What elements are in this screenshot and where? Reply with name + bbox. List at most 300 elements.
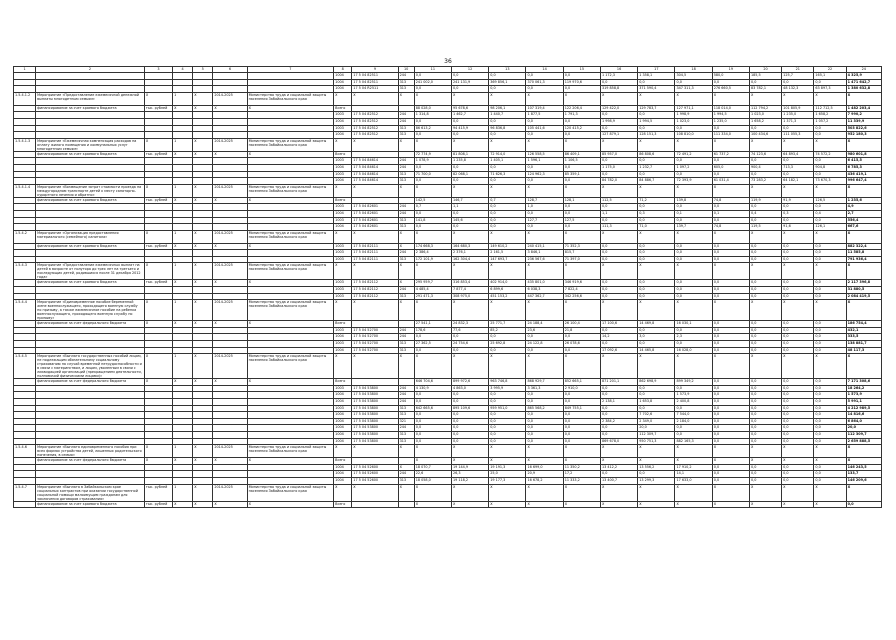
table-cell: 1004 — [334, 210, 352, 217]
table-cell: 0,0 — [600, 412, 637, 419]
table-cell — [173, 256, 193, 263]
table-cell: Х — [526, 354, 563, 379]
table-cell — [213, 418, 247, 425]
table-cell — [173, 164, 193, 171]
table-cell: Х — [173, 243, 193, 250]
table-cell — [193, 132, 213, 139]
table-cell: Х — [247, 379, 334, 386]
table-cell: 85 359,1 — [563, 171, 600, 178]
table-cell: 1003 — [334, 287, 352, 294]
table-cell — [14, 425, 36, 432]
table-cell: 1 235,6 — [846, 197, 881, 204]
table-cell — [173, 438, 193, 445]
table-cell — [144, 164, 172, 171]
table-cell: 86 409,1 — [563, 151, 600, 158]
table-cell: 91,9 — [782, 197, 814, 204]
table-cell: Х — [563, 501, 600, 508]
table-row — [14, 438, 882, 445]
table-cell: Х — [334, 184, 352, 197]
table-cell: 1004 — [334, 79, 352, 86]
table-cell: 1 — [173, 300, 193, 321]
table-cell: Х — [144, 445, 172, 458]
table-cell: тыс. рублей — [144, 243, 172, 250]
program-financing-table — [13, 66, 882, 508]
table-row — [14, 431, 882, 438]
table-cell: Х — [782, 92, 814, 105]
table-cell: 26 078,6 — [563, 341, 600, 348]
table-cell — [213, 204, 247, 211]
table-cell: 1.5.4.2 — [14, 230, 36, 243]
table-cell: Х — [638, 484, 675, 501]
table-cell — [36, 287, 145, 294]
table-cell: Х — [600, 445, 637, 458]
table-cell: 0,0 — [600, 341, 637, 348]
table-cell — [173, 210, 193, 217]
table-cell: 17 5 04 82111 — [352, 243, 398, 250]
table-cell: 313 — [398, 412, 414, 419]
table-cell: Х — [638, 263, 675, 280]
column-number-cell: 8 — [334, 67, 352, 73]
table-row — [14, 263, 882, 280]
table-cell — [36, 392, 145, 399]
table-cell: 556,4 — [846, 217, 881, 224]
table-cell: Х — [749, 501, 781, 508]
table-cell: 0,0 — [712, 425, 749, 432]
column-number-cell: 22 — [814, 67, 846, 73]
table-cell: 17 5 04 82601 — [352, 217, 398, 224]
table-cell: 1 462,7 — [451, 112, 488, 119]
table-cell: 2014-2025 — [213, 230, 247, 243]
table-cell — [36, 250, 145, 257]
table-cell: 112 794,2 — [749, 105, 781, 112]
table-cell: 0,0 — [814, 256, 846, 263]
table-cell — [144, 287, 172, 294]
table-cell: 0,0 — [814, 425, 846, 432]
table-cell: Министерство труда и социальной защиты населения Забайкальского края — [247, 138, 334, 151]
table-cell: 2 138,1 — [600, 399, 637, 406]
table-cell: 0,0 — [814, 385, 846, 392]
table-cell — [193, 431, 213, 438]
table-cell — [144, 438, 172, 445]
table-cell: 0,0 — [489, 86, 526, 93]
table-row — [14, 112, 882, 119]
table-cell: Х — [173, 321, 193, 328]
table-cell: 959 951,0 — [489, 405, 526, 412]
table-cell: 1 440,7 — [489, 112, 526, 119]
table-cell: 0,0 — [814, 418, 846, 425]
table-cell: Х — [173, 197, 193, 204]
table-cell: Министерство труда и социальной защиты населения Забайкальского края — [247, 445, 334, 458]
table-cell: 0,0 — [712, 293, 749, 300]
table-cell: Х — [846, 445, 881, 458]
table-cell — [247, 347, 334, 354]
table-cell: Х — [712, 354, 749, 379]
table-cell: 313 — [398, 125, 414, 132]
table-cell: 0,0 — [526, 164, 563, 171]
table-cell: Х — [193, 458, 213, 465]
table-cell — [173, 399, 193, 406]
table-cell — [14, 79, 36, 86]
table-cell: 313 — [398, 256, 414, 263]
table-cell: 6 038,3 — [526, 287, 563, 294]
table-cell — [193, 125, 213, 132]
table-cell: 0,0 — [526, 418, 563, 425]
table-cell: Х — [398, 280, 414, 287]
table-cell: 713,3 — [782, 164, 814, 171]
column-number-cell: 13 — [489, 67, 526, 73]
table-cell: 0,0 — [749, 327, 781, 334]
table-cell: 17 5 04 82511 — [352, 73, 398, 80]
table-cell — [173, 327, 193, 334]
table-cell: Х — [814, 458, 846, 465]
table-cell: 1.5.4.1.2 — [14, 92, 36, 105]
table-cell: Х — [712, 263, 749, 280]
table-cell: 241 131,9 — [451, 79, 488, 86]
table-cell — [14, 399, 36, 406]
table-cell: 369 856,1 — [489, 79, 526, 86]
table-cell: 126,1 — [814, 224, 846, 231]
table-cell: 0,0 — [451, 86, 488, 93]
table-cell: 244 — [398, 164, 414, 171]
table-cell: 88 028,0 — [414, 105, 451, 112]
table-cell: Х — [173, 151, 193, 158]
table-cell: 2 659 888,5 — [846, 438, 881, 445]
table-cell: 6 864,0 — [846, 418, 881, 425]
table-cell — [247, 210, 334, 217]
table-cell: 16 699,0 — [526, 464, 563, 471]
table-cell: Х — [712, 300, 749, 321]
table-cell: 142,5 — [414, 197, 451, 204]
table-cell: 0,0 — [749, 347, 781, 354]
table-cell: 25,0 — [489, 471, 526, 478]
table-cell: Министерство труда и социальной защиты населения Забайкальского края — [247, 92, 334, 105]
table-cell: 868 929,7 — [526, 379, 563, 386]
table-cell: 16 030,1 — [675, 321, 712, 328]
table-cell — [213, 86, 247, 93]
table-cell: 1003 — [334, 250, 352, 257]
table-cell — [144, 412, 172, 419]
table-cell — [14, 501, 36, 508]
table-row — [14, 210, 882, 217]
table-cell: 17 5 04 52700 — [352, 341, 398, 348]
table-cell: 1 — [173, 354, 193, 379]
table-cell: Х — [193, 151, 213, 158]
table-cell: Х — [526, 138, 563, 151]
table-cell: 0,0 — [814, 293, 846, 300]
table-cell: Х — [398, 445, 414, 458]
table-cell: 276 660,5 — [712, 86, 749, 93]
table-cell: Х — [526, 445, 563, 458]
table-cell: Х — [144, 184, 172, 197]
table-cell — [36, 399, 145, 406]
table-cell: Х — [334, 230, 352, 243]
table-cell: Х — [451, 501, 488, 508]
table-cell: 0,0 — [782, 217, 814, 224]
table-cell: 2014-2025 — [213, 445, 247, 458]
table-cell: тыс. рублей — [144, 197, 172, 204]
table-cell — [193, 425, 213, 432]
table-cell: Х — [600, 501, 637, 508]
table-cell: 0,0 — [526, 425, 563, 432]
table-cell: Х — [675, 300, 712, 321]
table-cell: Х — [451, 263, 488, 280]
table-cell: 20,9 — [526, 471, 563, 478]
table-cell: 0,0 — [782, 412, 814, 419]
table-cell — [14, 151, 36, 158]
table-cell: 0,0 — [600, 79, 637, 86]
table-cell: 0,0 — [600, 204, 637, 211]
table-cell — [173, 412, 193, 419]
table-row — [14, 300, 882, 321]
table-cell: Х — [526, 458, 563, 465]
table-cell — [144, 125, 172, 132]
table-cell: 0,0 — [600, 327, 637, 334]
table-cell: 304,5 — [675, 73, 712, 80]
table-cell: 316 853,4 — [451, 280, 488, 287]
table-cell — [144, 341, 172, 348]
table-cell: 313 — [398, 347, 414, 354]
table-cell: Х — [247, 151, 334, 158]
table-cell: 244 — [398, 327, 414, 334]
table-cell: 0,0 — [782, 477, 814, 484]
table-cell: 1,1 — [600, 210, 637, 217]
table-row — [14, 171, 882, 178]
table-cell: 1 405,1 — [489, 158, 526, 165]
table-cell: 0,0 — [489, 224, 526, 231]
table-cell — [193, 385, 213, 392]
table-cell: 0,0 — [712, 392, 749, 399]
table-cell — [14, 112, 36, 119]
table-cell: 0,0 — [782, 385, 814, 392]
table-cell: 120 415,2 — [563, 125, 600, 132]
table-cell — [247, 178, 334, 185]
table-cell: 0,0 — [675, 287, 712, 294]
table-cell: 0,1 — [712, 210, 749, 217]
table-cell — [213, 334, 247, 341]
table-cell: Х — [352, 263, 398, 280]
table-cell: 14,1 — [675, 471, 712, 478]
table-row — [14, 158, 882, 165]
table-cell: 0,0 — [712, 250, 749, 257]
table-cell: 0,0 — [712, 399, 749, 406]
table-cell: Х — [675, 445, 712, 458]
table-cell: 98 206,1 — [489, 105, 526, 112]
table-cell: Х — [782, 184, 814, 197]
table-cell: 71 397,0 — [563, 256, 600, 263]
table-cell: 3 995,9 — [489, 385, 526, 392]
table-cell: 129 783,7 — [638, 105, 675, 112]
table-cell: Х — [247, 105, 334, 112]
table-cell — [14, 327, 36, 334]
table-cell: 0,0 — [814, 405, 846, 412]
table-cell: Х — [563, 92, 600, 105]
table-cell — [173, 464, 193, 471]
table-cell: 127,7 — [526, 217, 563, 224]
table-row — [14, 445, 882, 458]
table-cell: 0,0 — [712, 321, 749, 328]
table-cell: 871 201,1 — [600, 379, 637, 386]
table-cell: 0,0 — [414, 438, 451, 445]
table-cell: 95 678,6 — [451, 105, 488, 112]
table-cell: 7 171 308,6 — [846, 379, 881, 386]
table-cell — [247, 204, 334, 211]
column-number-cell: 24 — [846, 67, 881, 73]
table-cell: Х — [247, 321, 334, 328]
table-cell: 6 415,5 — [846, 158, 881, 165]
table-cell: 0,0 — [414, 334, 451, 341]
table-cell: 882 165,3 — [675, 438, 712, 445]
table-cell: 17 092,6 — [600, 347, 637, 354]
table-row — [14, 287, 882, 294]
table-cell: 0,0 — [563, 399, 600, 406]
table-cell: 0,0 — [814, 438, 846, 445]
table-cell: 244 — [398, 73, 414, 80]
table-cell: 1 596,1 — [526, 158, 563, 165]
table-cell: 71 700,0 — [414, 171, 451, 178]
table-cell: Х — [675, 484, 712, 501]
table-cell: 119,5 — [749, 224, 781, 231]
table-cell: Х — [675, 138, 712, 151]
table-cell: 94 415,9 — [451, 125, 488, 132]
table-cell: 0,0 — [712, 341, 749, 348]
table-cell — [247, 464, 334, 471]
table-cell — [36, 385, 145, 392]
table-cell — [213, 347, 247, 354]
table-cell: 21,8 — [563, 327, 600, 334]
table-cell: 4,9 — [846, 204, 881, 211]
table-cell — [14, 210, 36, 217]
table-cell: 17 5 04 R2511 — [352, 86, 398, 93]
table-cell: 0,0 — [675, 158, 712, 165]
table-cell: 146 209,6 — [846, 477, 881, 484]
table-cell: 0,0 — [451, 164, 488, 171]
table-cell: 0,0 — [600, 171, 637, 178]
table-cell: 0,0 — [414, 210, 451, 217]
table-cell — [144, 477, 172, 484]
table-cell — [193, 217, 213, 224]
table-cell: Х — [193, 321, 213, 328]
table-cell: Х — [451, 484, 488, 501]
table-cell: 146 243,5 — [846, 464, 881, 471]
table-cell: 172 101,9 — [414, 256, 451, 263]
table-cell — [247, 293, 334, 300]
table-cell: 0,0 — [712, 287, 749, 294]
table-cell: Х — [675, 92, 712, 105]
table-cell: 0,0 — [782, 405, 814, 412]
table-cell: 122 206,4 — [563, 105, 600, 112]
table-cell: Х — [193, 501, 213, 508]
table-cell: 14 465,8 — [638, 347, 675, 354]
table-cell: Х — [846, 263, 881, 280]
table-cell: 0,0 — [782, 471, 814, 478]
table-cell: 0,0 — [782, 171, 814, 178]
table-cell: 313 — [398, 132, 414, 139]
table-cell: 667,6 — [846, 224, 881, 231]
table-cell: Х — [144, 230, 172, 243]
table-cell — [14, 293, 36, 300]
table-cell: 0,0 — [414, 178, 451, 185]
table-cell: 0,0 — [451, 178, 488, 185]
table-cell: 72 393,9 — [675, 178, 712, 185]
table-cell: 1004 — [334, 347, 352, 354]
table-cell: 1003 — [334, 158, 352, 165]
table-cell: 1 — [173, 184, 193, 197]
table-cell: 85,2 — [489, 327, 526, 334]
table-cell — [173, 418, 193, 425]
table-cell: Х — [193, 230, 213, 243]
table-cell: 0,0 — [712, 464, 749, 471]
table-cell: 0,0 — [712, 385, 749, 392]
table-cell: 48 117,3 — [846, 347, 881, 354]
table-cell: Х — [451, 230, 488, 243]
table-cell: Мероприятие «Предоставление ежемесячных выплат на детей в возрасте от полутора до трех лет на третьего и последующих детей, родившихся после 31 декабря 2012 года» — [36, 263, 145, 280]
table-cell: 1 023,0 — [749, 112, 781, 119]
table-row — [14, 118, 882, 125]
table-cell — [14, 158, 36, 165]
table-cell — [36, 425, 145, 432]
table-cell: 0,0 — [675, 79, 712, 86]
table-cell — [173, 171, 193, 178]
table-cell: Х — [144, 300, 172, 321]
table-cell: Х — [414, 458, 451, 465]
table-cell: 0,0 — [712, 158, 749, 165]
table-cell: 4 212 989,5 — [846, 405, 881, 412]
table-cell — [213, 158, 247, 165]
table-cell: 0,0 — [814, 250, 846, 257]
table-cell: 84 886,7 — [638, 178, 675, 185]
table-cell: 17,2 — [563, 471, 600, 478]
table-cell: Х — [247, 197, 334, 204]
table-cell: 0,0 — [814, 287, 846, 294]
table-cell: 0,0 — [526, 392, 563, 399]
table-cell: 127 879,1 — [600, 132, 637, 139]
column-number-cell: 10 — [398, 67, 414, 73]
table-cell: 100 434,6 — [749, 132, 781, 139]
table-cell: Х — [193, 138, 213, 151]
table-cell — [213, 405, 247, 412]
table-row — [14, 178, 882, 185]
table-cell: 129 422,0 — [600, 105, 637, 112]
table-cell: 162 304,4 — [451, 256, 488, 263]
table-cell: 0,0 — [526, 347, 563, 354]
table-cell: Министерство труда и социальной защиты населения Забайкальского края — [247, 484, 334, 501]
table-cell — [36, 477, 145, 484]
table-cell: 0,0 — [749, 250, 781, 257]
table-row — [14, 138, 882, 151]
table-cell: 580,0 — [712, 73, 749, 80]
table-cell: 4 130,9 — [414, 385, 451, 392]
table-cell: 0,0 — [414, 86, 451, 93]
table-cell: Х — [638, 501, 675, 508]
table-cell: Министерство труда и социальной защиты населения Забайкальского края — [247, 354, 334, 379]
table-cell: Х — [334, 92, 352, 105]
table-cell — [173, 405, 193, 412]
table-cell: 313 — [398, 217, 414, 224]
table-cell: 19 144,9 — [451, 464, 488, 471]
table-cell — [213, 293, 247, 300]
table-cell: 3,0 — [638, 334, 675, 341]
table-cell: 1.5.4.5 — [14, 354, 36, 379]
table-cell: 14,2 — [600, 334, 637, 341]
table-cell — [193, 464, 213, 471]
table-cell: 0,0 — [782, 204, 814, 211]
table-cell: Х — [846, 230, 881, 243]
table-cell: 19 177,3 — [489, 477, 526, 484]
table-cell — [247, 164, 334, 171]
table-cell: Х — [489, 484, 526, 501]
table-row — [14, 151, 882, 158]
table-cell: 244 — [398, 204, 414, 211]
